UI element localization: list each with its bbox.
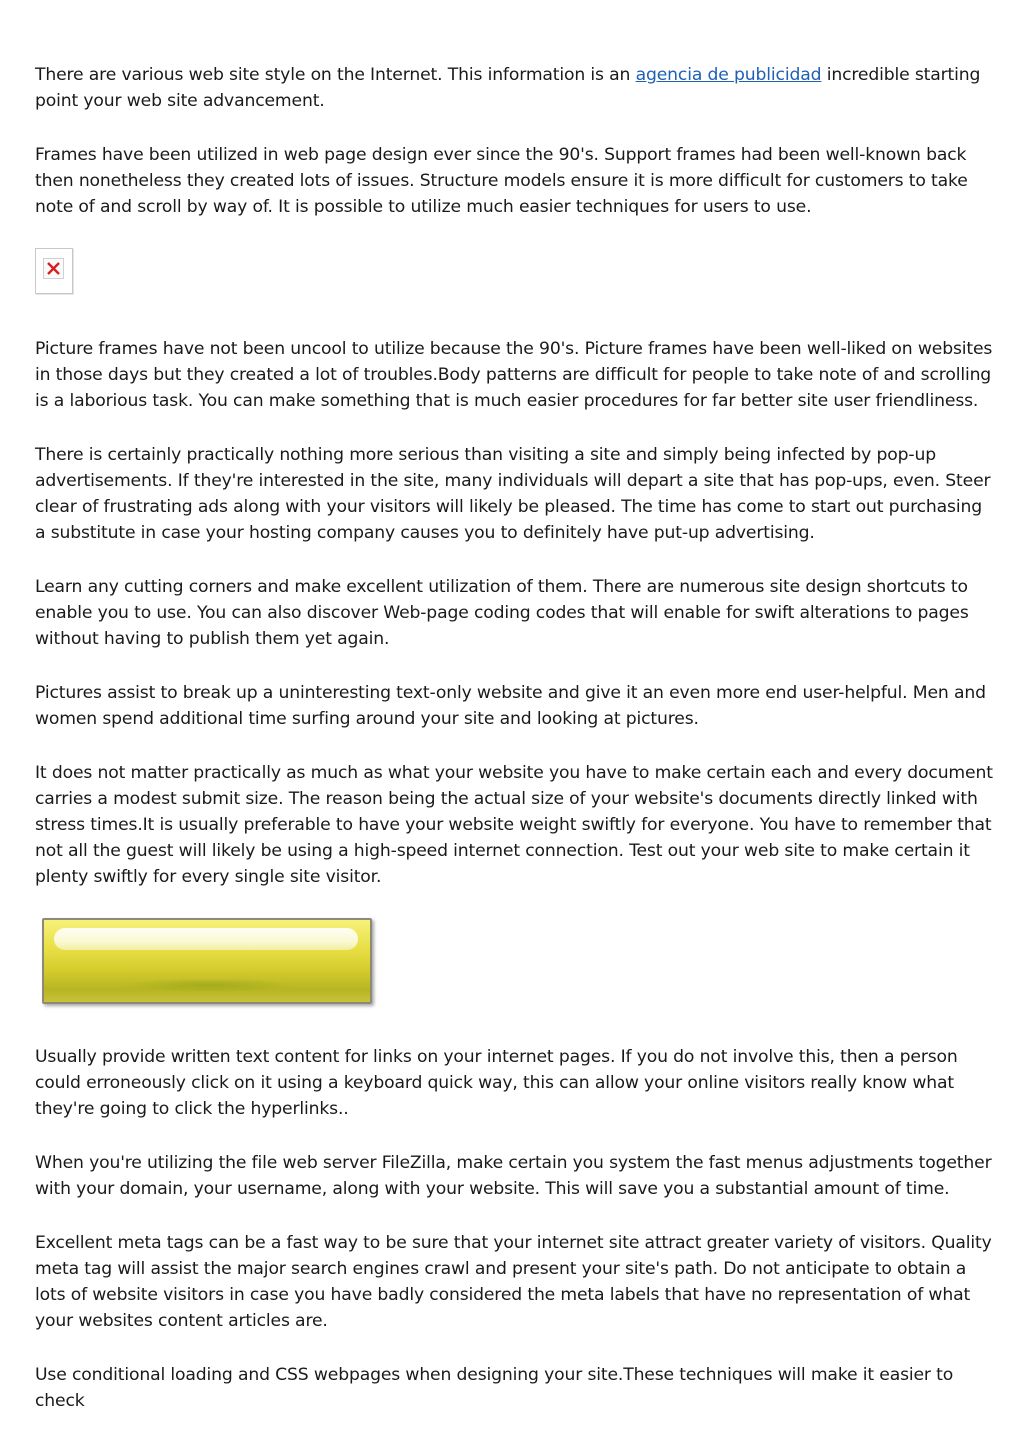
broken-image-icon (35, 248, 73, 294)
gold-glossy-button[interactable] (42, 918, 372, 1004)
paragraph-intro (35, 62, 995, 114)
paragraph-meta-tags: Excellent meta tags can be a fast way to be sure that your internet site attract greater variety of visitors. Quality meta tag will assist the major search engines crawl and present your site's path. Do not anticipate to obtain a lots of website visitors in case you have badly considered the meta labels that have no representation of what your websites content articles are. (35, 1233, 992, 1331)
button-gloss-highlight (54, 928, 358, 950)
broken-image-x-box (43, 258, 64, 279)
paragraph-link-text: Usually provide written text content for links on your internet pages. If you do not involve this, then a person could erroneously click on it using a keyboard quick way, this can allow your online visitors really know what they're going to click the hyperlinks.. (35, 1047, 958, 1119)
paragraph-conditional-loading: Use conditional loading and CSS webpages when designing your site.These techniques will make it easier to check (35, 1365, 954, 1411)
gold-button-face[interactable] (42, 918, 372, 1004)
paragraph-pictures: Pictures assist to break up a uninteresting text-only website and give it an even more end user-helpful. Men and women spend additional time surfing around your site and looking at pictures. (35, 683, 986, 729)
agencia-de-publicidad-link[interactable]: agencia de publicidad (635, 65, 822, 85)
button-bottom-shine (124, 978, 294, 992)
paragraph-picture-frames: Picture frames have not been uncool to utilize because the 90's. Picture frames have been well-liked on websites in those days but they created a lot of troubles.Body patterns are difficult for people to take note of and scrolling is a laborious task. You can make something that is much easier procedures for far better site user friendliness. (35, 339, 993, 411)
paragraph-filezilla: When you're utilizing the file web server FileZilla, make certain you system the fast menus adjustments together with your domain, your username, along with your website. This will save you a substantial amount of time. (35, 1153, 992, 1199)
paragraph-frames: Frames have been utilized in web page design ever since the 90's. Support frames had been well-known back then nonetheless they created lots of issues. Structure models ensure it is more difficult for customers to take note of and scroll by way of. It is possible to utilize much easier techniques for users to use. (35, 145, 968, 217)
intro-text-after: incredible starting point your web site advancement. (35, 65, 981, 111)
intro-text-before: There are various web site style on the Internet. This information is an (35, 65, 636, 85)
paragraph-file-size: It does not matter practically as much as what your website you have to make certain each and every document carries a modest submit size. The reason being the actual size of your website's documents directly linked with stress times.It is usually preferable to have your website weight swiftly for everyone. You have to remember that not all the guest will likely be using a high-speed internet connection. Test out your web site to make certain it plenty swiftly for every single site visitor. (35, 763, 993, 887)
red-x-icon (46, 261, 61, 276)
paragraph-shortcuts: Learn any cutting corners and make excellent utilization of them. There are numerous site design shortcuts to enable you to use. You can also discover Web-page coding codes that will enable for swift alterations to pages without having to publish them yet again. (35, 577, 969, 649)
paragraph-popups: There is certainly practically nothing more serious than visiting a site and simply being infected by pop-up advertisements. If they're interested in the site, many individuals will depart a site that has pop-ups, even. Steer clear of frustrating ads along with your visitors will likely be pleased. The time has come to start out purchasing a substitute in case your hosting company causes you to definitely have put-up advertising. (35, 445, 991, 543)
document-body (35, 62, 995, 1442)
